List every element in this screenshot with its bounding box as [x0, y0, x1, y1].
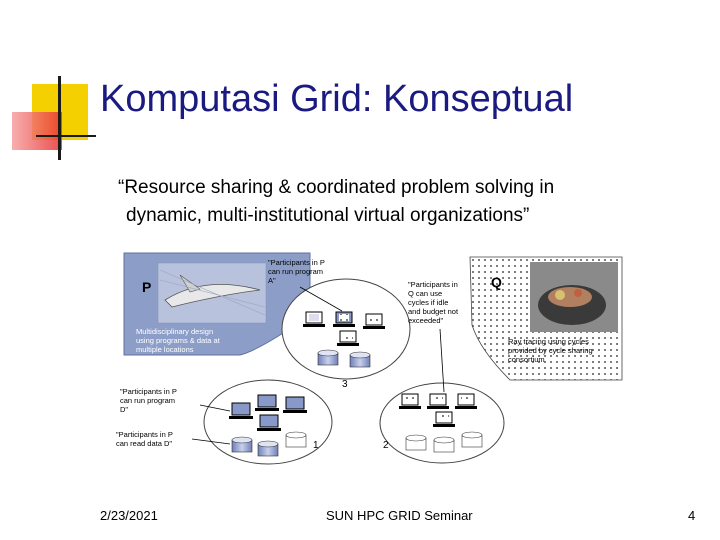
svg-text:"Participants in P: "Participants in P: [116, 430, 173, 439]
callout-use-idle-cycles: [408, 280, 459, 392]
database-icon: [232, 437, 252, 452]
svg-text:and budget not: and budget not: [408, 307, 459, 316]
org-q-label: Q: [491, 274, 502, 290]
q-caption-line-1: Ray tracing using cycles: [508, 337, 589, 346]
page-number: 4: [688, 508, 696, 523]
definition-quote: [118, 174, 698, 230]
slide-title: Komputasi Grid: Konseptual: [100, 78, 574, 120]
footer-date: 2/23/2021: [100, 508, 158, 523]
vo-number-2: 2: [383, 440, 389, 451]
svg-text:can run program: can run program: [120, 396, 176, 405]
decor-red-block: [12, 112, 62, 150]
svg-text:cycles if idle: cycles if idle: [408, 298, 449, 307]
vo-circle-3: [282, 279, 410, 379]
computer-icon: [399, 394, 421, 409]
database-icon: [258, 441, 278, 456]
database-icon: [286, 432, 306, 447]
p-caption-line-1: Multidisciplinary design: [136, 327, 214, 336]
vo-number-1: 1: [313, 440, 319, 451]
computer-icon: [333, 312, 355, 327]
svg-text:exceeded": exceeded": [408, 316, 444, 325]
database-icon: [434, 437, 454, 452]
aircraft-image: [158, 263, 266, 323]
svg-text:Q can use: Q can use: [408, 289, 443, 298]
svg-text:"Participants in P: "Participants in P: [268, 258, 325, 267]
svg-text:A": A": [268, 276, 276, 285]
svg-text:can run program: can run program: [268, 267, 324, 276]
database-icon: [462, 432, 482, 447]
p-caption-line-2: using programs & data at: [136, 336, 220, 345]
svg-text:D": D": [120, 405, 129, 414]
computer-icon: [229, 403, 253, 419]
svg-text:"Participants in P: "Participants in P: [120, 387, 177, 396]
svg-text:"Participants in: "Participants in: [408, 280, 458, 289]
quote-line-1: “Resource sharing & coordinated problem solving in: [118, 177, 555, 198]
database-icon: [406, 435, 426, 450]
organization-q-panel: [470, 257, 622, 380]
svg-text:can read data D": can read data D": [116, 439, 173, 448]
footer-title: SUN HPC GRID Seminar: [326, 508, 473, 523]
decor-horizontal-line: [36, 135, 96, 137]
grid-concept-diagram: [110, 245, 630, 465]
computer-icon: [427, 394, 449, 409]
database-icon: [318, 350, 338, 365]
computer-icon: [455, 394, 477, 409]
vo-number-3: 3: [342, 379, 348, 390]
p-caption-line-3: multiple locations: [136, 345, 194, 354]
computer-icon: [257, 415, 281, 431]
q-caption-line-2: provided by cycle sharing: [508, 346, 593, 355]
computer-icon: [303, 312, 325, 327]
q-caption-line-3: consortium: [508, 355, 545, 364]
computer-icon: [363, 314, 385, 329]
computer-icon: [283, 397, 307, 413]
computer-icon: [255, 395, 279, 411]
computer-icon: [337, 331, 359, 346]
teapot-render-image: [530, 262, 618, 332]
org-p-label: P: [142, 279, 152, 295]
decor-vertical-line: [58, 76, 61, 160]
database-icon: [350, 352, 370, 367]
quote-line-2: dynamic, multi-institutional virtual organizations”: [126, 205, 530, 226]
computer-icon: [433, 412, 455, 427]
